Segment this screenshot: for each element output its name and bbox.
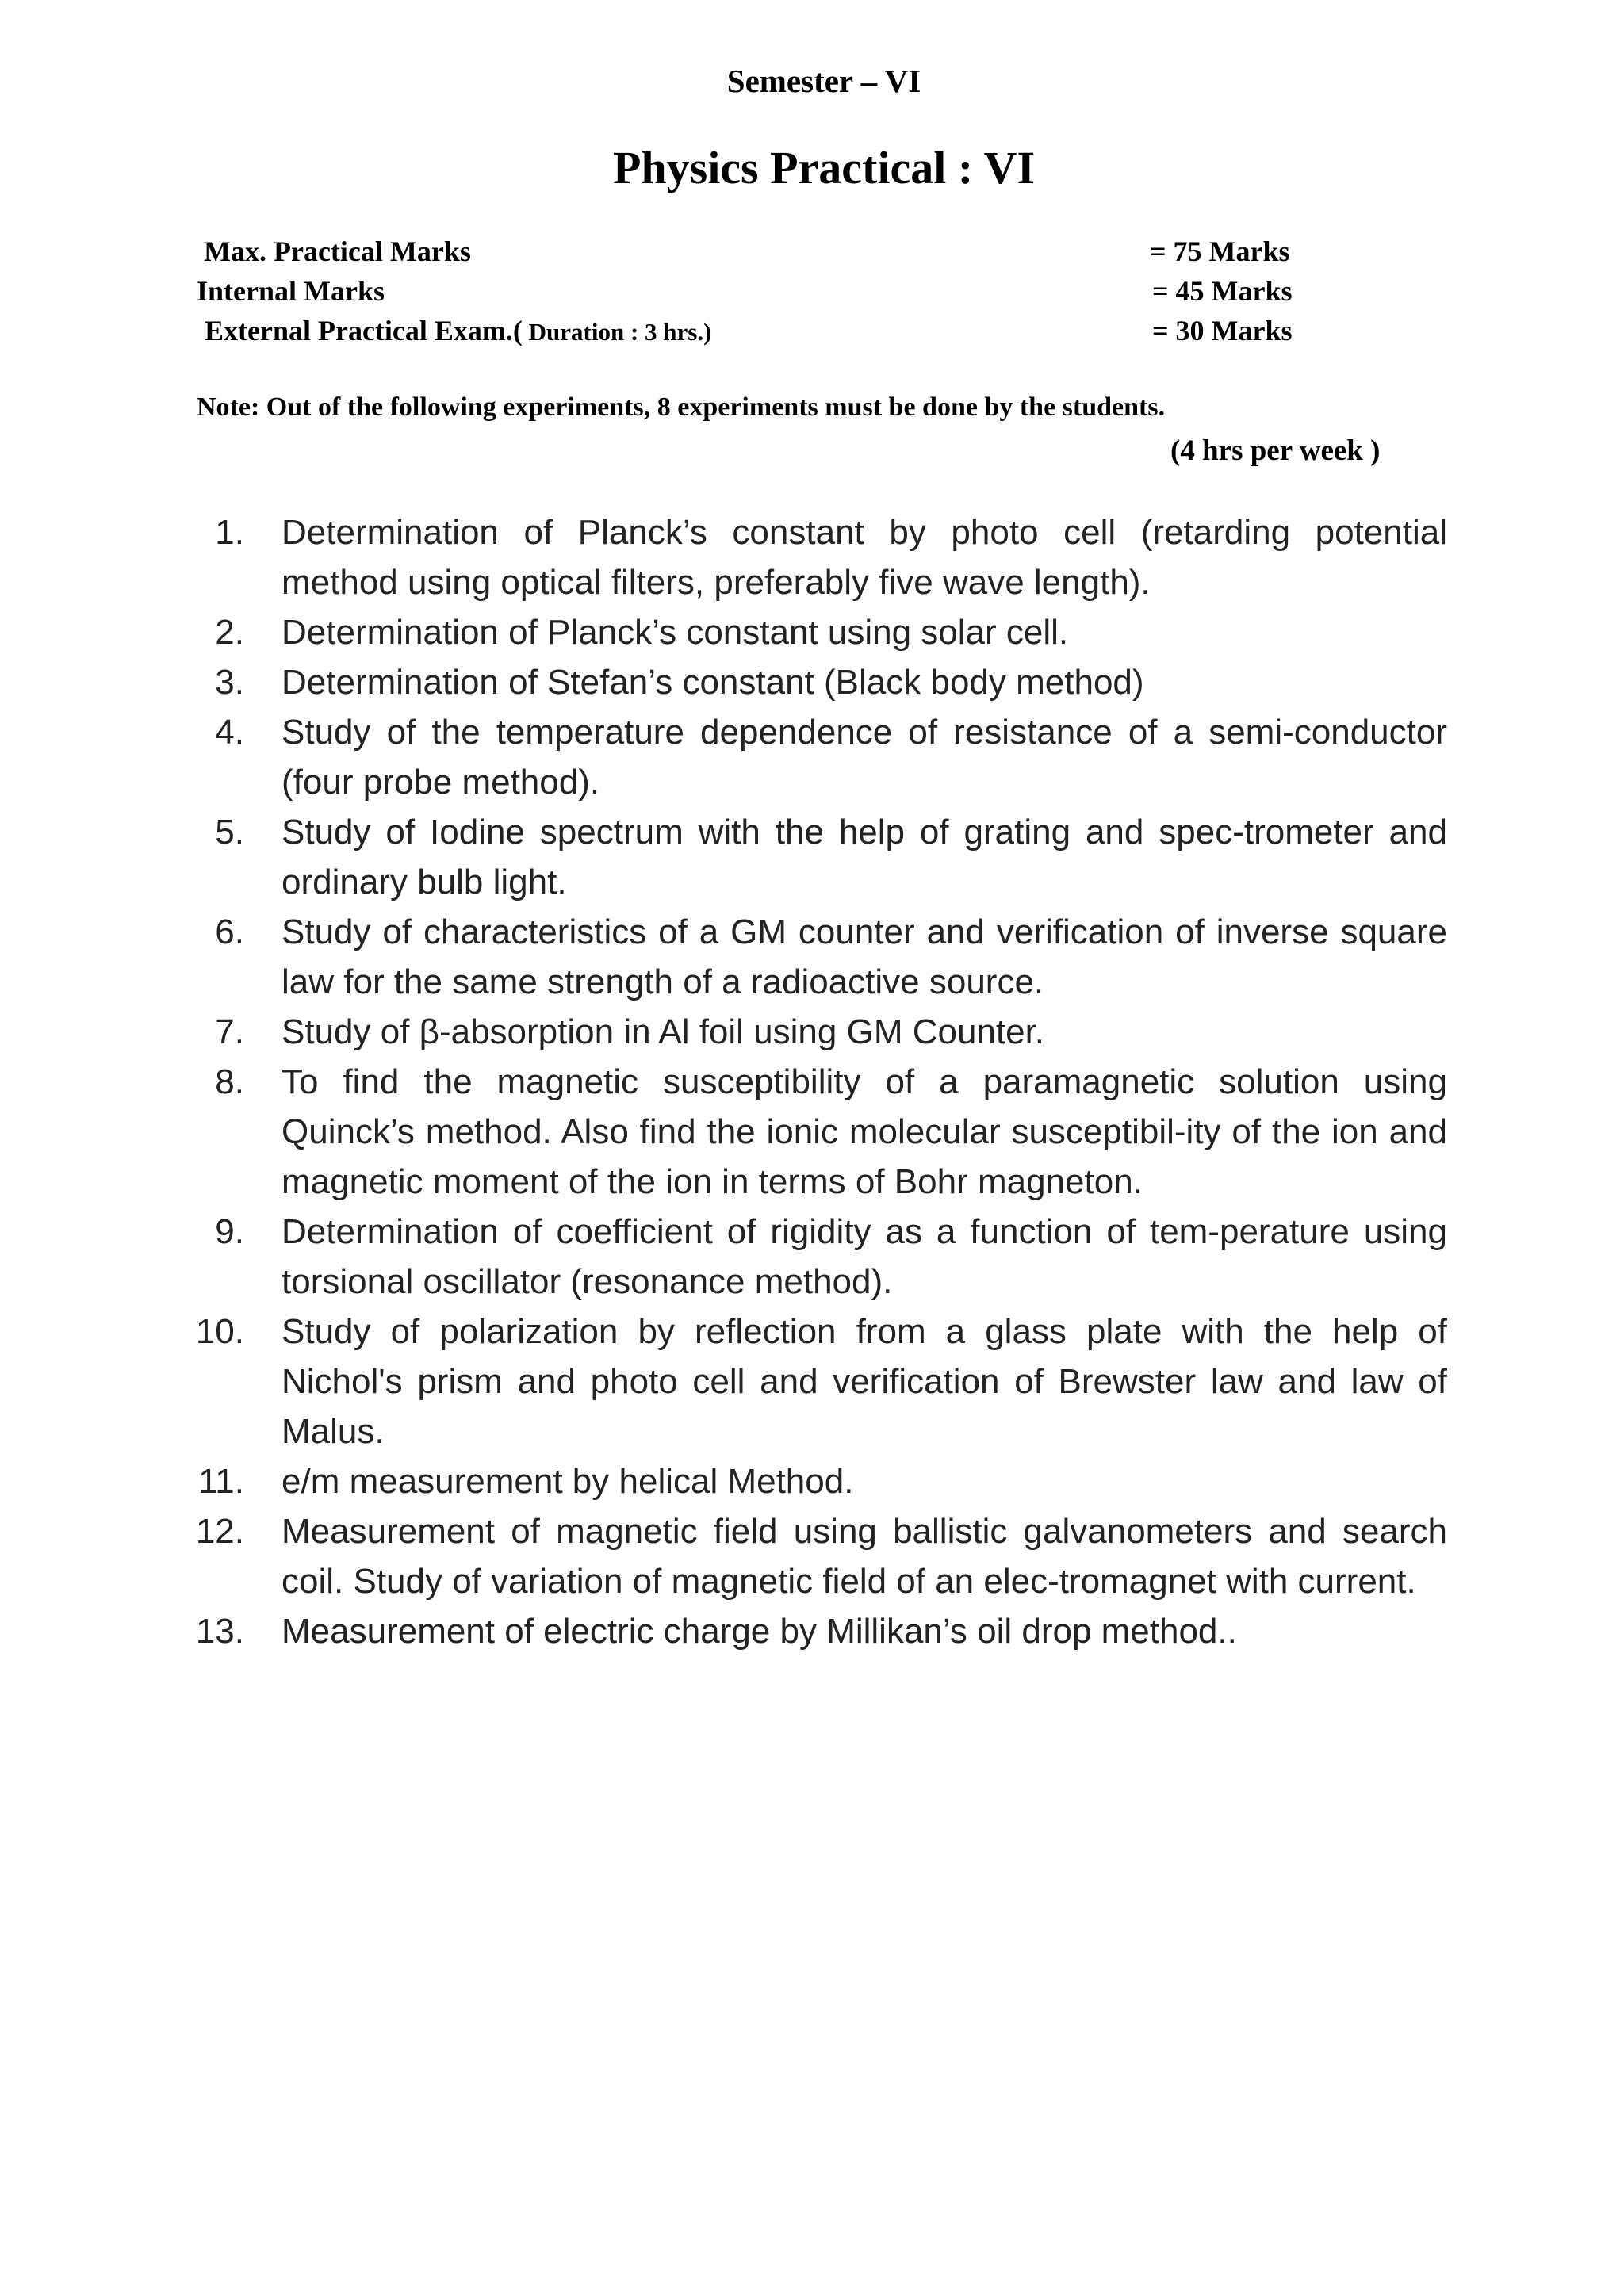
semester-heading: Semester – VI bbox=[726, 63, 921, 99]
list-item bbox=[0, 657, 1624, 707]
list-item bbox=[0, 1057, 1624, 1207]
item-text: Study of characteristics of a GM counter and verification of inverse square law for the same strength of a radioactive source. bbox=[282, 913, 1447, 1001]
item-text: Study of the temperature dependence of resistance of a semi-conductor (four probe method). bbox=[282, 713, 1447, 802]
item-number: 4. bbox=[215, 713, 244, 752]
item-number: 5. bbox=[215, 813, 244, 851]
item-text: Determination of Planck’s constant by photo cell (retarding potential method using optical filters, preferably five wave length). bbox=[282, 513, 1447, 602]
list-item bbox=[0, 607, 1624, 657]
item-number: 1. bbox=[215, 513, 244, 552]
item-number: 3. bbox=[215, 663, 244, 702]
item-text: e/m measurement by helical Method. bbox=[282, 1462, 854, 1501]
item-text: Measurement of magnetic field using ballistic galvanometers and search coil. Study of variation of magnetic field of an elec-tromagnet with current. bbox=[282, 1512, 1447, 1601]
item-text: To find the magnetic susceptibility of a paramagnetic solution using Quinck’s method. Also find the ionic molecular susceptibil-ity of the ion and magnetic moment of the ion in terms of Bohr magneton. bbox=[282, 1062, 1447, 1201]
list-item bbox=[0, 707, 1624, 807]
item-number: 7. bbox=[215, 1012, 244, 1051]
item-number: 10. bbox=[195, 1312, 244, 1351]
internal-value: = 45 Marks bbox=[1152, 275, 1293, 307]
list-item bbox=[0, 1456, 1624, 1506]
internal-label: Internal Marks bbox=[197, 275, 385, 307]
item-text: Measurement of electric charge by Millikan’s oil drop method.. bbox=[282, 1612, 1237, 1651]
experiment-list bbox=[0, 507, 1624, 1656]
list-item bbox=[0, 1207, 1624, 1307]
item-number: 6. bbox=[215, 913, 244, 951]
item-number: 11. bbox=[198, 1462, 244, 1501]
item-number: 13. bbox=[195, 1612, 244, 1651]
marks-row-external bbox=[0, 314, 1624, 352]
list-item bbox=[0, 507, 1624, 607]
external-label bbox=[205, 314, 711, 347]
list-item bbox=[0, 807, 1624, 907]
item-text: Determination of Planck’s constant using solar cell. bbox=[282, 613, 1069, 652]
external-label-main: External Practical Exam.( bbox=[205, 315, 523, 346]
list-item bbox=[0, 1307, 1624, 1456]
external-duration: Duration : 3 hrs.) bbox=[522, 318, 712, 346]
hours-per-week: (4 hrs per week ) bbox=[1170, 434, 1381, 467]
item-text: Study of polarization by reflection from a glass plate with the help of Nichol's prism and photo cell and verification of Brewster law and law of Malus. bbox=[282, 1312, 1447, 1451]
item-number: 12. bbox=[195, 1512, 244, 1551]
external-value: = 30 Marks bbox=[1152, 315, 1293, 346]
list-item bbox=[0, 1606, 1624, 1656]
page-title: Physics Practical : VI bbox=[612, 142, 1036, 193]
list-item bbox=[0, 1506, 1624, 1606]
item-text: Determination of Stefan’s constant (Black body method) bbox=[282, 663, 1144, 702]
item-text: Study of β-absorption in Al foil using GM Counter. bbox=[282, 1012, 1045, 1051]
item-number: 8. bbox=[215, 1062, 244, 1101]
list-item bbox=[0, 1007, 1624, 1057]
max-practical-label: Max. Practical Marks bbox=[204, 235, 471, 267]
marks-row-internal bbox=[0, 274, 1624, 312]
marks-row-max-practical bbox=[0, 235, 1624, 273]
max-practical-value: = 75 Marks bbox=[1150, 235, 1290, 267]
item-text: Determination of coefficient of rigidity as a function of tem-perature using torsional oscillator (resonance method). bbox=[282, 1212, 1447, 1301]
note-text: Note: Out of the following experiments, 8 experiments must be done by the students. bbox=[197, 392, 1166, 422]
list-item bbox=[0, 907, 1624, 1007]
item-number: 9. bbox=[215, 1212, 244, 1251]
item-number: 2. bbox=[215, 613, 244, 652]
item-text: Study of Iodine spectrum with the help of grating and spec-trometer and ordinary bulb light. bbox=[282, 813, 1447, 901]
